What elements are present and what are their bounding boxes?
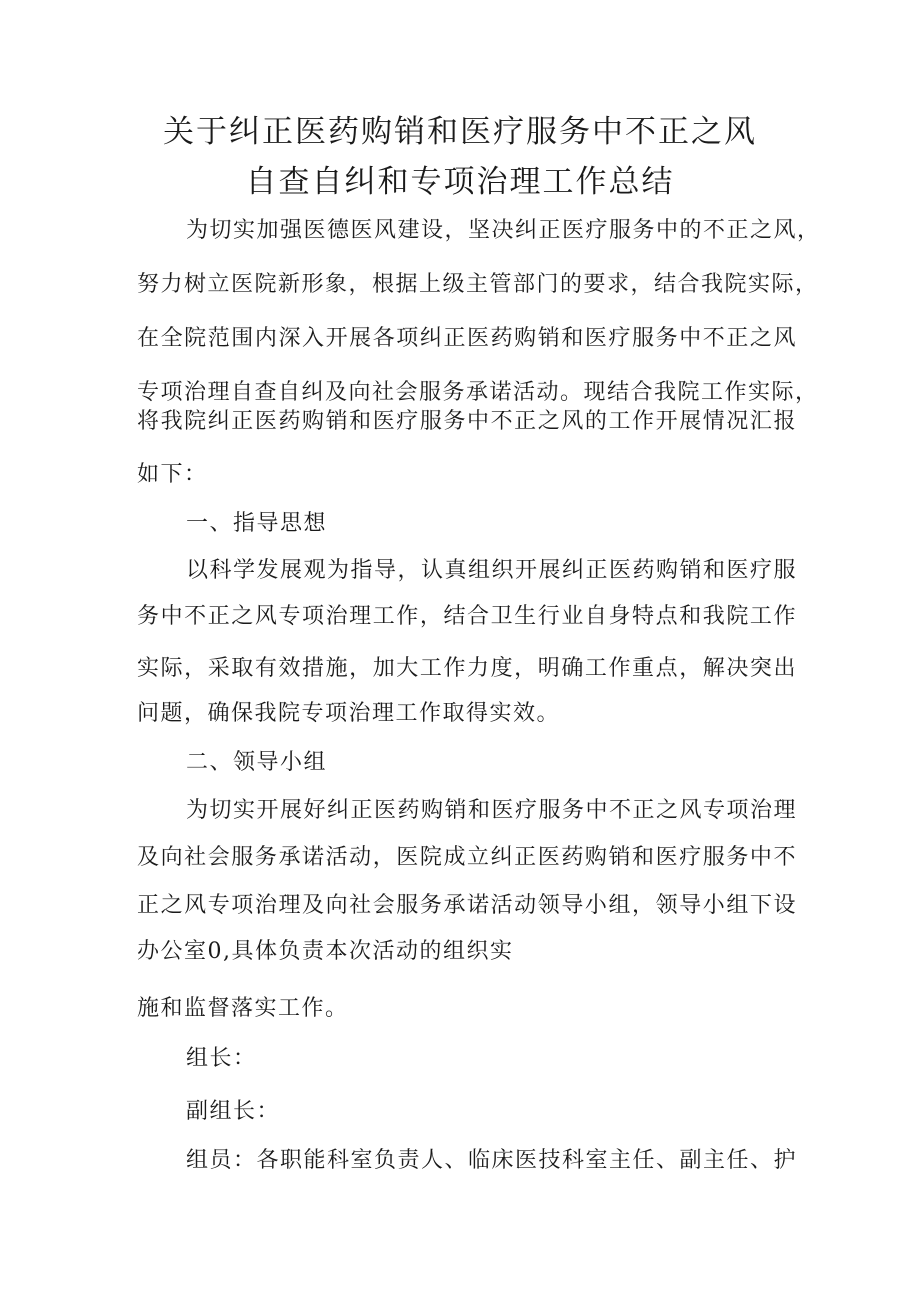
group-leader-label: 组长： [186,1046,257,1071]
section-heading-guiding-thought: 一、指导思想 [186,511,328,536]
members-line: 组员：各职能科室负责人、临床医技科室主任、副主任、护 [186,1148,798,1173]
intro-line: 如下： [137,462,208,487]
document-title-line-2: 自查自纠和专项治理工作总结 [245,164,675,200]
document-title-line-1: 关于纠正医药购销和医疗服务中不正之风 [163,114,757,150]
section1-line: 以科学发展观为指导，认真组织开展纠正医药购销和医疗服 [186,558,798,583]
section2-line: 办公室0,具体负责本次活动的组织实 [137,939,514,964]
intro-line: 为切实加强医德医风建设，坚决纠正医疗服务中的不正之风， [186,218,821,243]
intro-line: 努力树立医院新形象，根据上级主管部门的要求，结合我院实际， [137,272,819,297]
section1-line: 实际，采取有效措施，加大工作力度，明确工作重点，解决突出 [137,656,797,681]
intro-line: 在全院范围内深入开展各项纠正医药购销和医疗服务中不正之风 [137,326,797,351]
section2-line: 及向社会服务承诺活动，医院成立纠正医药购销和医疗服务中不 [137,845,797,870]
section1-line: 问题，确保我院专项治理工作取得实效。 [137,701,561,726]
section1-line: 务中不正之风专项治理工作，结合卫生行业自身特点和我院工作 [137,604,797,629]
intro-line: 将我院纠正医药购销和医疗服务中不正之风的工作开展情况汇报 [137,409,797,434]
section2-line: 为切实开展好纠正医药购销和医疗服务中不正之风专项治理 [186,798,798,823]
section2-line: 施和监督落实工作。 [137,996,349,1021]
intro-line: 专项治理自查自纠及向社会服务承诺活动。现结合我院工作实际， [137,380,819,405]
section-heading-leadership-group: 二、领导小组 [186,750,328,775]
section2-line: 正之风专项治理及向社会服务承诺活动领导小组，领导小组下设 [137,893,797,918]
deputy-leader-label: 副组长： [186,1099,281,1124]
